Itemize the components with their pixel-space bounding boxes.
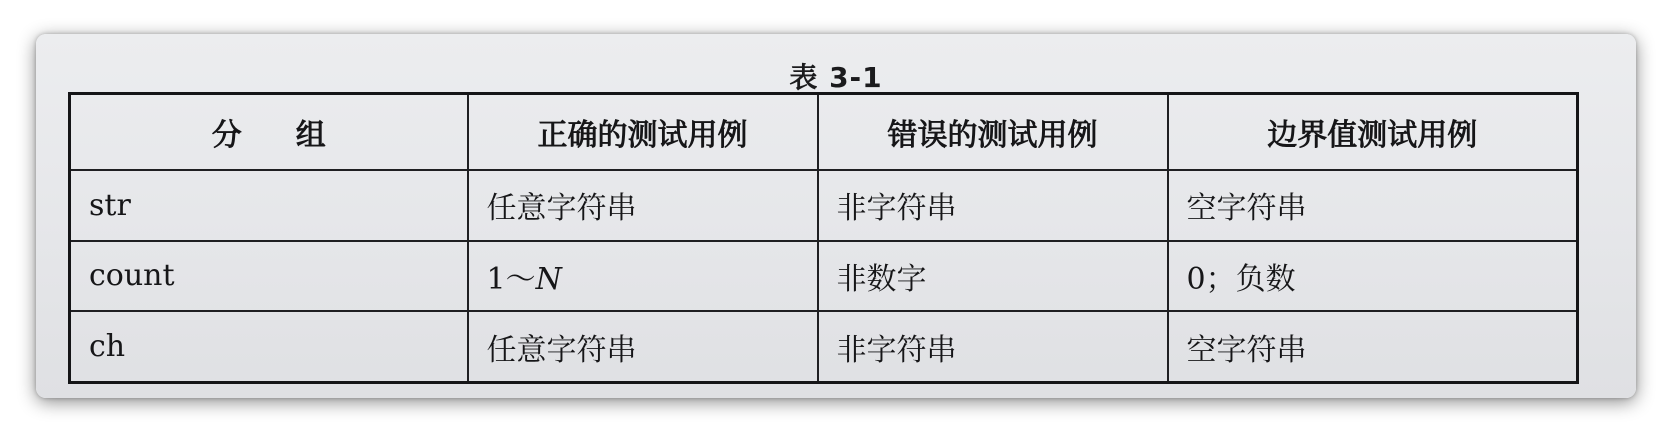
cell-valid: 任意字符串 <box>468 170 818 241</box>
table-header-row <box>70 94 1578 171</box>
table-row <box>70 170 1578 241</box>
range-prefix: 1～ <box>486 261 536 297</box>
cell-group: ch <box>70 311 468 382</box>
cell-invalid: 非字符串 <box>818 170 1168 241</box>
test-case-table <box>68 92 1579 384</box>
book-page <box>36 34 1636 398</box>
cell-valid: 任意字符串 <box>468 311 818 382</box>
table-row <box>70 311 1578 382</box>
header-valid-cases: 正确的测试用例 <box>468 94 818 171</box>
header-invalid-cases: 错误的测试用例 <box>818 94 1168 171</box>
cell-group: str <box>70 170 468 241</box>
table-row <box>70 241 1578 312</box>
range-variable: N <box>535 261 562 297</box>
cell-boundary: 0；负数 <box>1168 241 1578 312</box>
cell-boundary: 空字符串 <box>1168 170 1578 241</box>
cell-boundary: 空字符串 <box>1168 311 1578 382</box>
cell-group: count <box>70 241 468 312</box>
cell-valid <box>468 241 818 312</box>
header-group: 分组 <box>70 94 468 171</box>
cell-invalid: 非数字 <box>818 241 1168 312</box>
header-boundary-cases: 边界值测试用例 <box>1168 94 1578 171</box>
cell-invalid: 非字符串 <box>818 311 1168 382</box>
table-caption: 表 3-1 <box>789 61 883 94</box>
